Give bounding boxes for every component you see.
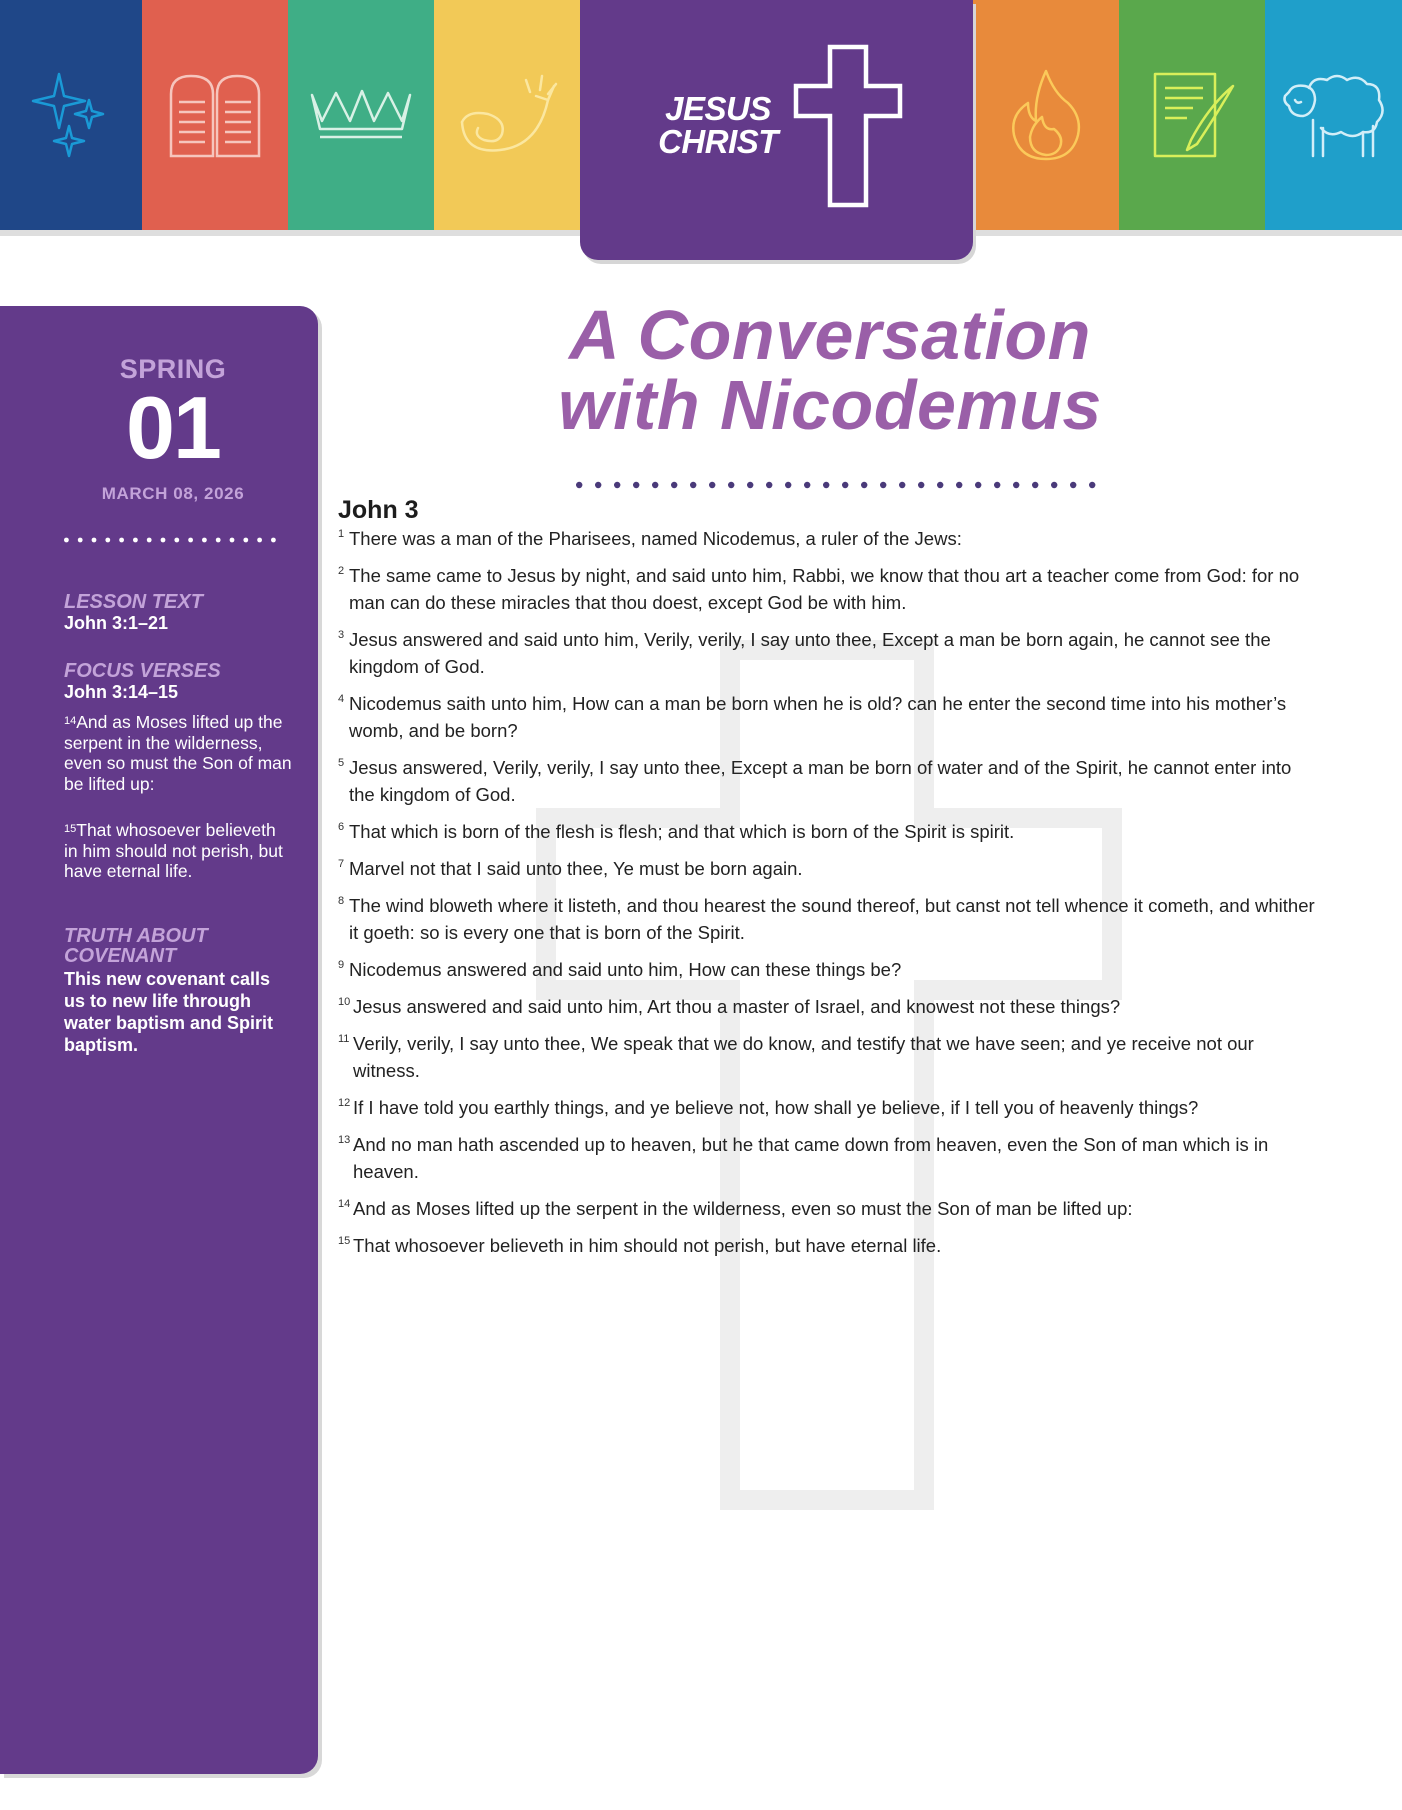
verse-13 [338, 1131, 1318, 1185]
divider-dot [105, 538, 110, 543]
band-orange [973, 0, 1119, 230]
focus-verses-reference: John 3:14–15 [64, 682, 179, 702]
lesson-text-reference: John 3:1–21 [64, 613, 169, 633]
sidebar-dot-divider [64, 536, 282, 544]
header-banner [0, 0, 1402, 236]
truth-text: This new covenant calls us to new life through water baptism and Spirit baptism. [64, 969, 274, 1055]
verse-text: Marvel not that I said unto thee, Ye must be born again. [349, 858, 803, 879]
verse-text: If I have told you earthly things, and ye believe not, how shall ye believe, if I tell you of heavenly things? [353, 1097, 1199, 1118]
verse-number: 12 [338, 1097, 351, 1109]
sparkle-icon [31, 70, 111, 160]
lesson-sidebar [0, 306, 318, 1774]
band-blue [0, 0, 142, 230]
divider-dot [230, 538, 235, 543]
verse-5 [338, 754, 1318, 808]
divider-dot [595, 482, 601, 488]
verse-3 [338, 626, 1318, 680]
divider-dot [633, 482, 639, 488]
divider-dot [823, 482, 829, 488]
verse-text: Jesus answered, Verily, verily, I say unto thee, Except a man be born of water and of the Spirit, he cannot enter into the kingdom of God. [349, 757, 1292, 805]
topic-title-line1: JESUS [665, 90, 771, 127]
band-red [142, 0, 288, 230]
verse-2 [338, 562, 1318, 616]
divider-dot [1032, 482, 1038, 488]
divider-dot [690, 482, 696, 488]
season-label: SPRING [119, 354, 227, 384]
truth-heading [64, 926, 208, 966]
verse-text: Verily, verily, I say unto thee, We speak that we do know, and testify that we have seen; and ye receive not our witness. [353, 1033, 1254, 1081]
tablets-icon [167, 72, 263, 158]
verse-text: There was a man of the Pharisees, named Nicodemus, a ruler of the Jews: [349, 528, 962, 549]
lesson-title [510, 296, 1150, 444]
verse-6 [338, 818, 1318, 845]
verse-text: That whosoever believeth in him should not perish, but have eternal life. [353, 1235, 942, 1256]
verse-7 [338, 855, 1318, 882]
divider-dot [804, 482, 810, 488]
divider-dot [652, 482, 658, 488]
verse-text: Jesus answered and said unto him, Art thou a master of Israel, and knowest not these things? [353, 996, 1121, 1017]
divider-dot [747, 482, 753, 488]
verse-number: 10 [338, 996, 351, 1008]
verse-text: Jesus answered and said unto him, Verily, verily, I say unto thee, Except a man be born again, he cannot see the kingdom of God. [349, 629, 1271, 677]
focus-verse-15-text: That whosoever believeth in him should not perish, but have eternal life. [64, 820, 283, 881]
verse-11 [338, 1030, 1318, 1084]
lesson-date: MARCH 08, 2026 [101, 484, 245, 503]
title-dot-divider [576, 481, 1104, 489]
flame-icon [1006, 67, 1086, 163]
divider-dot [880, 482, 886, 488]
chapter-heading: John 3 [338, 496, 419, 524]
divider-dot [1089, 482, 1095, 488]
focus-verses-heading: FOCUS VERSES [64, 660, 221, 682]
lesson-title-line2: with Nicodemus [558, 366, 1102, 444]
verse-text: And as Moses lifted up the serpent in the wilderness, even so must the Son of man be lifted up: [353, 1198, 1133, 1219]
verse-9 [338, 956, 1318, 983]
divider-dot [161, 538, 166, 543]
verse-number: 6 [338, 821, 345, 833]
verse-12 [338, 1094, 1318, 1121]
divider-dot [119, 538, 124, 543]
verse-number: 8 [338, 895, 345, 907]
divider-dot [766, 482, 772, 488]
divider-dot [216, 538, 221, 543]
focus-verse-15 [64, 820, 294, 882]
verse-number: 5 [338, 757, 345, 769]
crown-icon [306, 85, 416, 145]
divider-dot [899, 482, 905, 488]
verse-text: The wind bloweth where it listeth, and thou hearest the sound thereof, but canst not tell whence it cometh, and whither it goeth: so is every one that is born of the Spirit. [349, 895, 1315, 943]
divider-dot [174, 538, 179, 543]
verse-8 [338, 892, 1318, 946]
topic-tab [580, 0, 973, 260]
lesson-text-heading: LESSON TEXT [64, 591, 203, 613]
verse-number: 1 [338, 528, 345, 540]
divider-dot [1013, 482, 1019, 488]
verse-number: 13 [338, 1134, 351, 1146]
divider-dot [133, 538, 138, 543]
divider-dot [975, 482, 981, 488]
verse-14 [338, 1195, 1318, 1222]
band-lime [1119, 0, 1265, 230]
verse-number: 7 [338, 858, 345, 870]
scroll-icon [1147, 70, 1237, 160]
verse-text: Nicodemus saith unto him, How can a man be born when he is old? can he enter the second time into his mother’s womb, and be born? [349, 693, 1287, 741]
horn-icon [452, 70, 562, 160]
focus-verse-14-text: And as Moses lifted up the serpent in the wilderness, even so must the Son of man be lifted up: [64, 712, 292, 794]
verse-number: 14 [338, 1198, 351, 1210]
cross-icon [793, 44, 903, 213]
divider-dot [257, 538, 262, 543]
band-green [288, 0, 434, 230]
verse-number: 11 [338, 1033, 350, 1045]
verse-number: 2 [338, 565, 345, 577]
verse-15 [338, 1232, 1318, 1259]
divider-dot [576, 482, 582, 488]
divider-dot [64, 538, 69, 543]
verse-10 [338, 993, 1318, 1020]
divider-dot [188, 538, 193, 543]
divider-dot [842, 482, 848, 488]
divider-dot [709, 482, 715, 488]
lamb-icon [1279, 70, 1389, 160]
focus-verse-15-num: 15 [64, 823, 77, 835]
verse-1 [338, 525, 1318, 552]
divider-dot [937, 482, 943, 488]
divider-dot [92, 538, 97, 543]
verse-4 [338, 690, 1318, 744]
divider-dot [614, 482, 620, 488]
divider-dot [785, 482, 791, 488]
focus-verse-14 [64, 712, 294, 794]
band-cyan [1265, 0, 1402, 230]
truth-heading-line2: COVENANT [64, 945, 177, 967]
divider-dot [202, 538, 207, 543]
lesson-title-line1: A Conversation [569, 296, 1091, 374]
divider-dot [147, 538, 152, 543]
divider-dot [861, 482, 867, 488]
divider-dot [956, 482, 962, 488]
divider-dot [728, 482, 734, 488]
verse-text: That which is born of the flesh is flesh; and that which is born of the Spirit is spirit. [349, 821, 1015, 842]
verse-number: 4 [338, 693, 345, 705]
verse-text: The same came to Jesus by night, and said unto him, Rabbi, we know that thou art a teacher come from God: for no man can do these miracles that thou doest, except God be with him. [349, 565, 1300, 613]
divider-dot [994, 482, 1000, 488]
verse-number: 15 [338, 1235, 351, 1247]
verse-text: Nicodemus answered and said unto him, How can these things be? [349, 959, 902, 980]
topic-title-line2: CHRIST [658, 123, 778, 160]
divider-dot [918, 482, 924, 488]
band-yellow [434, 0, 580, 230]
divider-dot [78, 538, 83, 543]
truth-heading-line1: TRUTH ABOUT [64, 925, 208, 947]
lesson-number: 01 [126, 378, 220, 477]
divider-dot [1051, 482, 1057, 488]
divider-dot [1070, 482, 1076, 488]
focus-verse-14-num: 14 [64, 715, 77, 727]
divider-dot [243, 538, 248, 543]
verse-number: 3 [338, 629, 345, 641]
verse-text: And no man hath ascended up to heaven, but he that came down from heaven, even the Son of man which is in heaven. [353, 1134, 1269, 1182]
topic-title [638, 92, 798, 158]
scripture-text [338, 525, 1318, 1269]
divider-dot [271, 538, 276, 543]
divider-dot [671, 482, 677, 488]
verse-number: 9 [338, 959, 345, 971]
